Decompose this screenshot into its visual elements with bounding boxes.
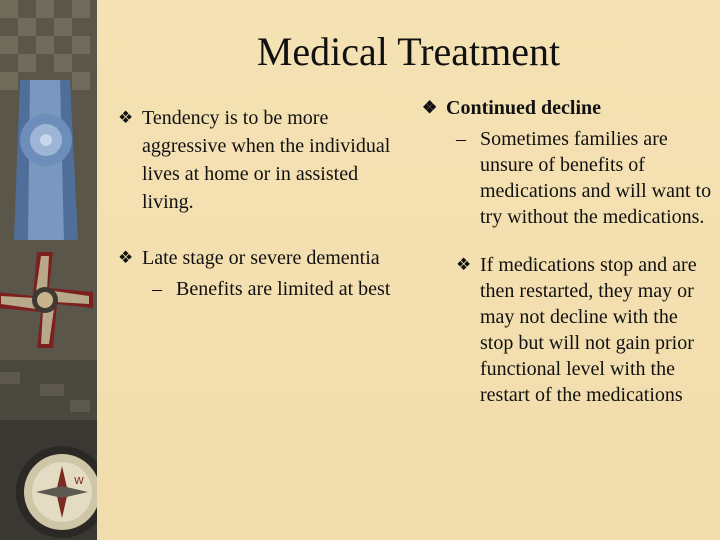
bullet-text: If medications stop and are then restarted, they may or may not decline with the stop but will not gain prior functional level with the restart of the medications — [480, 254, 697, 406]
sub-bullet-text: Sometimes families are unsure of benefits of medications and will want to try without the medications. — [480, 128, 712, 228]
left-column — [118, 104, 398, 302]
decorative-side-image — [0, 0, 97, 540]
sub-bullet-text: Benefits are limited at best — [176, 278, 391, 300]
bullet-item — [118, 104, 398, 216]
bullet-text: Tendency is to be more aggressive when the individual lives at home or in assisted living. — [142, 107, 391, 213]
slide-title: Medical Treatment — [256, 29, 561, 74]
bullet-item — [422, 94, 712, 122]
svg-text:W: W — [74, 476, 84, 487]
bullet-item — [422, 252, 712, 408]
bullet-diamond-icon: ❖ — [422, 98, 438, 117]
bullet-diamond-icon: ❖ — [118, 248, 134, 267]
compass-image — [0, 420, 97, 540]
bullet-text: Continued decline — [446, 97, 602, 119]
bullet-text: Late stage or severe dementia — [142, 247, 380, 269]
dash-marker: – — [456, 128, 466, 150]
sub-bullet-item — [422, 126, 712, 230]
sub-bullet-item — [118, 276, 398, 302]
right-column — [422, 94, 712, 408]
bullet-diamond-icon: ❖ — [118, 108, 134, 127]
bullet-diamond-icon: ❖ — [456, 255, 472, 274]
dash-marker: – — [152, 278, 162, 300]
bullet-item — [118, 244, 398, 272]
